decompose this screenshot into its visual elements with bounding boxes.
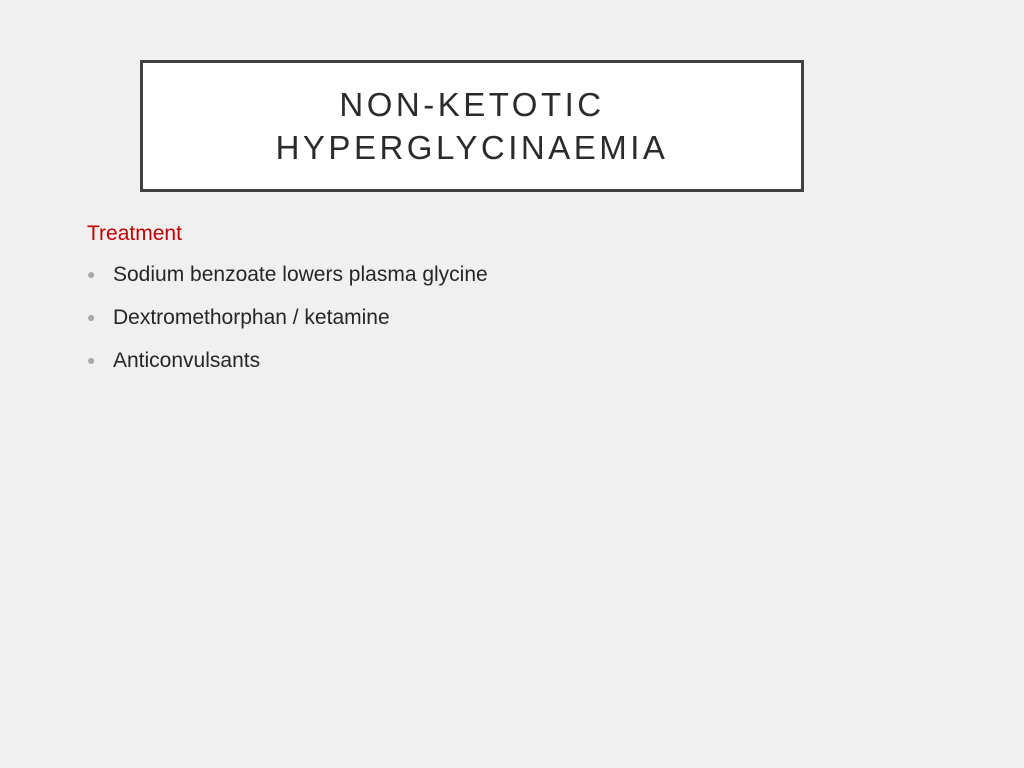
bullet-dot-icon: ● xyxy=(87,266,96,282)
slide-title-line-1: NON-KETOTIC xyxy=(339,86,605,123)
list-item xyxy=(87,260,947,291)
section-heading: Treatment xyxy=(87,222,182,245)
list-item xyxy=(87,346,947,377)
slide-title-line-2: HYPERGLYCINAEMIA xyxy=(275,129,669,166)
bullet-text: Sodium benzoate lowers plasma glycine xyxy=(113,263,488,286)
bullet-text: Anticonvulsants xyxy=(113,349,261,372)
bullet-list xyxy=(87,260,947,377)
bullet-dot-icon: ● xyxy=(87,309,96,325)
bullet-dot-icon: ● xyxy=(87,352,96,368)
list-item xyxy=(87,303,947,334)
bullet-text: Dextromethorphan / ketamine xyxy=(113,306,390,329)
slide-content xyxy=(87,220,947,389)
title-box xyxy=(140,60,804,192)
